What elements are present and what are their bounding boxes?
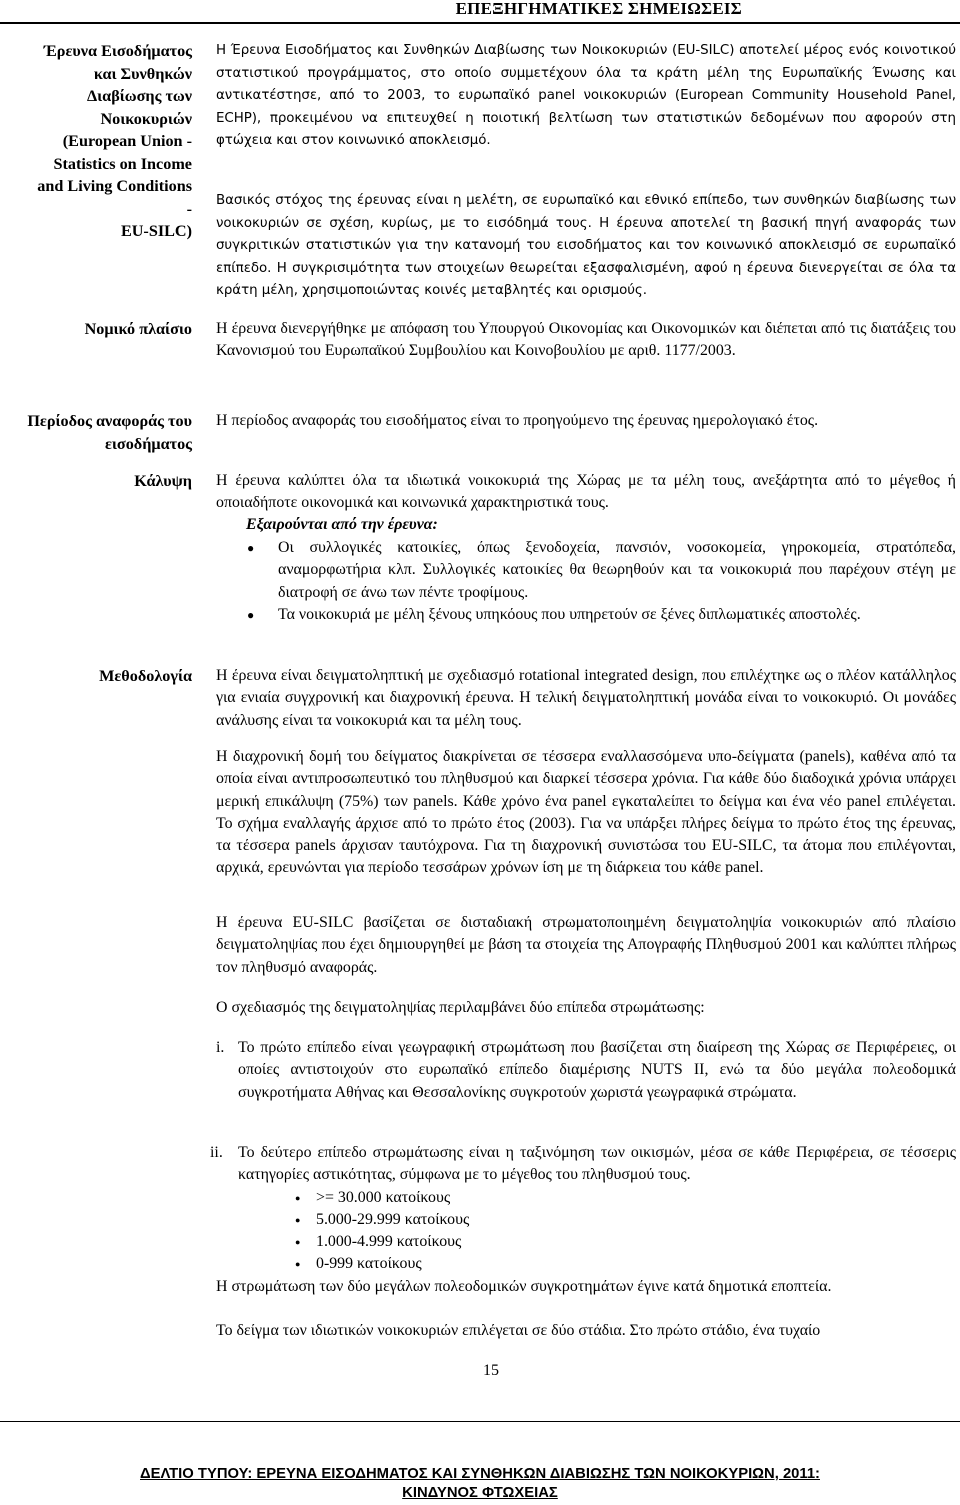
label-eusilc-line: Statistics on Income — [53, 154, 192, 173]
label-eusilc-line: Νοικοκυριών — [100, 109, 192, 128]
footer-line-2: ΚΙΝΔΥΝΟΣ ΦΤΩΧΕΙΑΣ — [402, 1485, 558, 1501]
stratification-text: Το πρώτο επίπεδο είναι γεωγραφική στρωμάτωση που βασίζεται στη διαίρεση της Χώρας σε Περιφέρειες, οι οποίες αντιστοιχούν στο ευρωπαϊκό επίπεδο διαμέρισης NUTS II, ενώ τα δύο μεγάλα πολεοδομικά συγκροτήματα Αθήνας και Θεσσαλονίκης συγκροτούν χωριστά γεωγραφικά στρώματα. — [238, 1039, 956, 1101]
method-paragraph-5: Η στρωμάτωση των δύο μεγάλων πολεοδομικών συγκροτημάτων έγινε κατά δημοτικά εποπτεία. — [216, 1278, 832, 1295]
label-eusilc-line: (European Union - — [62, 132, 192, 150]
stratification-text: Το δεύτερο επίπεδο στρωμάτωσης είναι η ταξινόμηση των οικισμών, μέσα σε κάθε Περιφέρεια, σε τέσσερις κατηγορίες αστικότητας, σύμφωνα με το μέγεθος του πληθυσμού τους. — [238, 1144, 956, 1184]
list-item: ● Οι συλλογικές κατοικίες, όπως ξενοδοχεία, πανσιόν, νοσοκομεία, γηροκομεία, στρατόπεδα, αναμορφωτήρια κλπ. Συλλογικές κατοικίες θα θεωρηθούν και τα νοικοκυριά που παρέχουν στέγη με διατροφή σε άνω των πέντε τροφίμους. — [246, 537, 956, 604]
method-paragraph-3: Η έρευνα EU-SILC βασίζεται σε δισταδιακή στρωματοποιημένη δειγματοληψία νοικοκυριών από πλαίσιο δειγματοληψίας που έχει δημιουργηθεί με βάση τα στοιχεία της Απογραφής Πληθυσμού 2001 και καλύπτει πλήρως τον πληθυσμό αναφοράς. — [216, 914, 956, 976]
method-paragraph-4: Ο σχεδιασμός της δειγματοληψίας περιλαμβάνει δύο επίπεδα στρωμάτωσης: — [216, 999, 705, 1016]
label-legal: Νομικό πλαίσιο — [84, 320, 192, 338]
label-eusilc-line: Έρευνα Εισοδήματος — [43, 42, 192, 60]
page-number: 15 — [483, 1362, 499, 1379]
stratification-level-i — [216, 1037, 956, 1104]
label-period-line: Περίοδος αναφοράς του — [27, 412, 192, 430]
eusilc-paragraph-2: Βασικός στόχος της έρευνας είναι η μελέτη, σε ευρωπαϊκό και εθνικό επίπεδο, των συνθηκών διαβίωσης των νοικοκυριών σε σχέση, κυρίως, με το εισόδημά τους. Η έρευνα αποτελεί τη βασική πηγή αναφοράς των συγκριτικών στατιστικών για την κατανομή του εισοδήματος και τον κοινωνικό αποκλεισμό σε ευρωπαϊκό επίπεδο. Η συγκρισιμότητα των στοιχείων θεωρείται εξασφαλισμένη, αφού η έρευνα διενεργείται σε όλα τα κράτη μέλη, χρησιμοποιώντας κοινές μεταβλητές και ορισμούς. — [216, 193, 956, 298]
label-eusilc-line: and Living Conditions — [37, 177, 192, 195]
list-item: ● 0-999 κατοίκους — [216, 1253, 956, 1275]
label-eusilc — [8, 40, 192, 243]
footer — [0, 1465, 960, 1503]
footer-line-1: ΔΕΛΤΙΟ ΤΥΠΟΥ: ΕΡΕΥΝΑ ΕΙΣΟΔΗΜΑΤΟΣ ΚΑΙ ΣΥΝΘΗΚΩΝ ΔΙΑΒΙΩΣΗΣ ΤΩΝ ΝΟΙΚΟΚΥΡΙΩΝ, 2011: — [140, 1466, 820, 1482]
list-item: ● Τα νοικοκυριά με μέλη ξένους υπηκόους που υπηρετούν σε ξένες διπλωματικές αποστολές. — [246, 604, 956, 626]
roman-numeral: ii. — [210, 1144, 223, 1161]
header-title: ΕΠΕΞΗΓΗΜΑΤΙΚΕΣ ΣΗΜΕΙΩΣΕΙΣ — [455, 0, 742, 18]
label-coverage: Κάλυψη — [134, 472, 192, 490]
page-header — [0, 0, 960, 24]
label-period — [0, 410, 192, 455]
list-item: ● 1.000-4.999 κατοίκους — [216, 1231, 956, 1253]
population-size-list — [216, 1187, 956, 1276]
label-period-line: εισοδήματος — [104, 434, 192, 453]
coverage-paragraph: Η έρευνα καλύπτει όλα τα ιδιωτικά νοικοκυριά της Χώρας με τα μέλη τους, ανεξάρτητα από το μέγεθος ή οποιαδήποτε οικονομικά και κοινωνικά χαρακτηριστικά τους. — [216, 472, 956, 512]
list-item: ● >= 30.000 κατοίκους — [216, 1187, 956, 1209]
footer-divider — [0, 1421, 960, 1422]
legal-paragraph: Η έρευνα διενεργήθηκε με απόφαση του Υπουργού Οικονομίας και Οικονομικών και διέπεται από τις διατάξεις του Κανονισμού του Ευρωπαϊκού Συμβουλίου και Κοινοβουλίου με αριθ. 1177/2003. — [216, 320, 956, 360]
stratification-level-ii — [210, 1142, 956, 1276]
eusilc-paragraph-1: Η Έρευνα Εισοδήματος και Συνθηκών Διαβίωσης των Νοικοκυριών (EU-SILC) αποτελεί μέρος ενός κοινοτικού στατιστικού προγράμματος, στο οποίο συμμετέχουν όλα τα κράτη μέλη της Ευρωπαϊκής Ένωσης και αντικατέστησε, από το 2003, το ευρωπαϊκό panel νοικοκυριών (European Community Household Panel, ECHP), προκειμένου να επιτευχθεί η ποιοτική βελτίωση των στατιστικών δεδομένων που αφορούν στη φτώχεια και στον κοινωνικό αποκλεισμό. — [216, 43, 956, 148]
method-paragraph-1: Η έρευνα είναι δειγματοληπτική με σχεδιασμό rotational integrated design, που επιλέχτηκε ως ο πλέον κατάλληλος για ενιαία συγχρονική και διαχρονική έρευνα. Η τελική δειγματοληπτική μονάδα είναι το νοικοκυριό. Οι μονάδες ανάλυσης είναι τα νοικοκυριά και τα μέλη τους. — [216, 667, 956, 729]
list-item: ● 5.000-29.999 κατοίκους — [216, 1209, 956, 1231]
label-eusilc-line: και Συνθηκών — [93, 64, 192, 83]
roman-numeral: i. — [216, 1039, 225, 1056]
label-eusilc-line: - — [186, 199, 192, 218]
period-paragraph: Η περίοδος αναφοράς του εισοδήματος είναι το προηγούμενο της έρευνας ημερολογιακό έτος. — [216, 412, 819, 429]
excluded-list — [246, 537, 956, 626]
method-paragraph-2: Η διαχρονική δομή του δείγματος διακρίνεται σε τέσσερα εναλλασσόμενα υπο-δείγματα (panels), καθένα από τα οποία είναι αντιπροσωπευτικό του πληθυσμού και διαρκεί τέσσερα χρόνια. Για κάθε δύο διαδοχικά χρόνια υπάρχει μερική επικάλυψη (75%) των panels. Κάθε χρόνο ένα panel εγκαταλείπει το δείγμα και ένα νέο panel επιλέγεται. Το σχήμα εναλλαγής άρχισε από το πρώτο έτος (2003). Για να υπάρξει πλήρες δείγμα το πρώτο έτος της έρευνας, τα τέσσερα panels άρχισαν ταυτόχρονα. Για τη διαχρονική συνιστώσα του EU-SILC, τα άτομα που επιλέγονται, αρχικά, ερευνώνται για περίοδο τεσσάρων χρόνων ίση με τη διάρκεια του κάθε panel. — [216, 748, 956, 877]
label-eusilc-line: Διαβίωσης των — [87, 87, 192, 105]
label-method: Μεθοδολογία — [99, 667, 192, 685]
label-eusilc-line: EU-SILC) — [120, 222, 192, 240]
method-paragraph-6: Το δείγμα των ιδιωτικών νοικοκυριών επιλέγεται σε δύο στάδια. Στο πρώτο στάδιο, ένα τυχαίο — [216, 1322, 821, 1339]
excluded-title: Εξαιρούνται από την έρευνα: — [246, 516, 438, 533]
